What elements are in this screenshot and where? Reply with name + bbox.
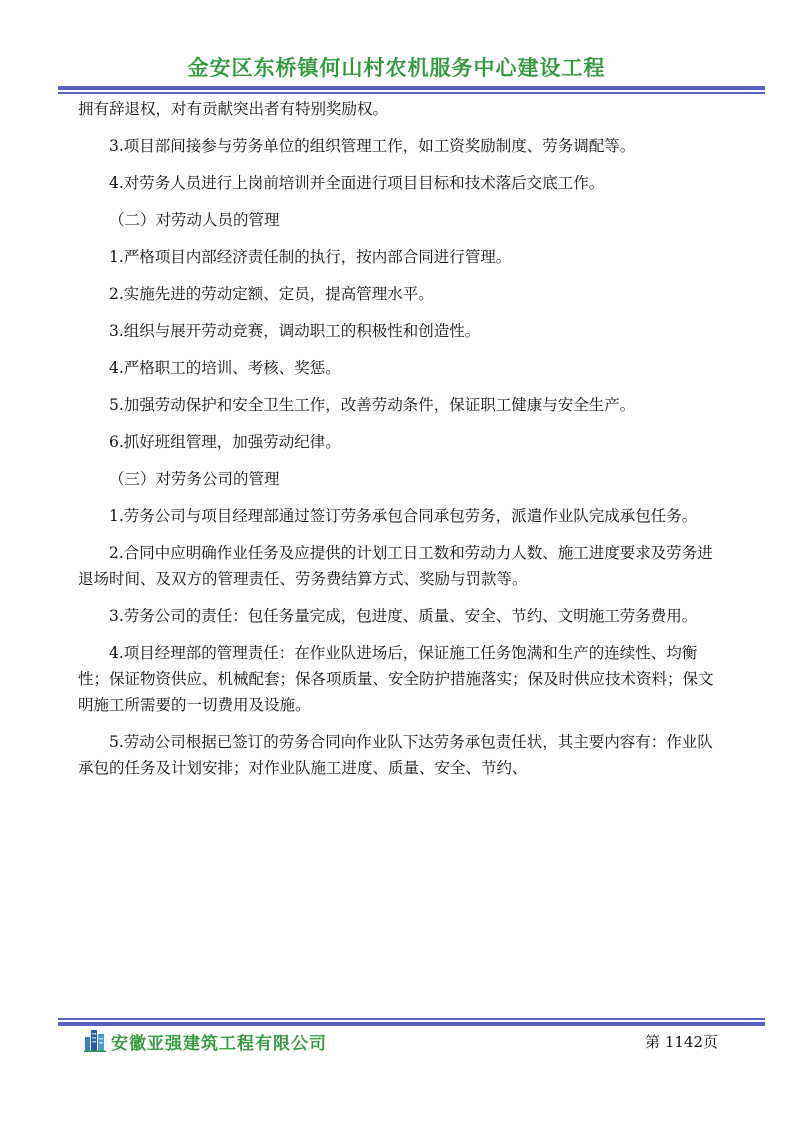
paragraph: 2.实施先进的劳动定额、定员，提高管理水平。 <box>109 285 434 303</box>
paragraph: 3.项目部间接参与劳务单位的组织管理工作，如工资奖励制度、劳务调配等。 <box>109 137 636 155</box>
company-name: 安徽亚强建筑工程有限公司 <box>111 1034 327 1054</box>
header-rule-thin <box>58 92 765 94</box>
paragraph: 1.劳务公司与项目经理部通过签订劳务承包合同承包劳务，派遣作业队完成承包任务。 <box>109 507 698 525</box>
page-footer <box>84 1026 724 1056</box>
section-heading: （二）对劳动人员的管理 <box>109 211 280 229</box>
paragraph: 拥有辞退权，对有贡献突出者有特别奖励权。 <box>78 100 389 118</box>
header-rule-thick <box>58 86 765 90</box>
paragraph: 4.对劳务人员进行上岗前培训并全面进行项目目标和技术落后交底工作。 <box>109 174 605 192</box>
paragraph: 5.劳动公司根据已签订的劳务合同向作业队下达劳务承包责任状，其主要内容有：作业队承包的任务及计划安排；对作业队施工进度、质量、安全、节约、 <box>78 733 713 777</box>
document-title: 金安区东桥镇何山村农机服务中心建设工程 <box>187 56 606 80</box>
paragraph: 4.项目经理部的管理责任：在作业队进场后，保证施工任务饱满和生产的连续性、均衡性；保证物资供应、机械配套；保各项质量、安全防护措施落实；保及时供应技术资料；保文明施工所需要的一切费用及设施。 <box>78 644 714 714</box>
paragraph: 1.严格项目内部经济责任制的执行，按内部合同进行管理。 <box>109 248 512 266</box>
paragraph: 6.抓好班组管理，加强劳动纪律。 <box>109 433 341 451</box>
body-text <box>78 96 728 781</box>
section-heading: （三）对劳务公司的管理 <box>109 470 280 488</box>
paragraph: 5.加强劳动保护和安全卫生工作，改善劳动条件，保证职工健康与安全生产。 <box>109 396 636 414</box>
footer-rule-thin <box>58 1018 765 1020</box>
page-header <box>0 52 793 82</box>
paragraph: 3.组织与展开劳动竞赛，调动职工的积极性和创造性。 <box>109 322 481 340</box>
paragraph: 3.劳务公司的责任：包任务量完成，包进度、质量、安全、节约、文明施工劳务费用。 <box>109 607 698 625</box>
page-number: 第 1142页 <box>645 1033 718 1051</box>
paragraph: 2.合同中应明确作业任务及应提供的计划工日工数和劳动力人数、施工进度要求及劳务进退场时间、及双方的管理责任、劳务费结算方式、奖励与罚款等。 <box>78 544 713 588</box>
building-logo-icon <box>84 1028 106 1052</box>
paragraph: 4.严格职工的培训、考核、奖惩。 <box>109 359 341 377</box>
